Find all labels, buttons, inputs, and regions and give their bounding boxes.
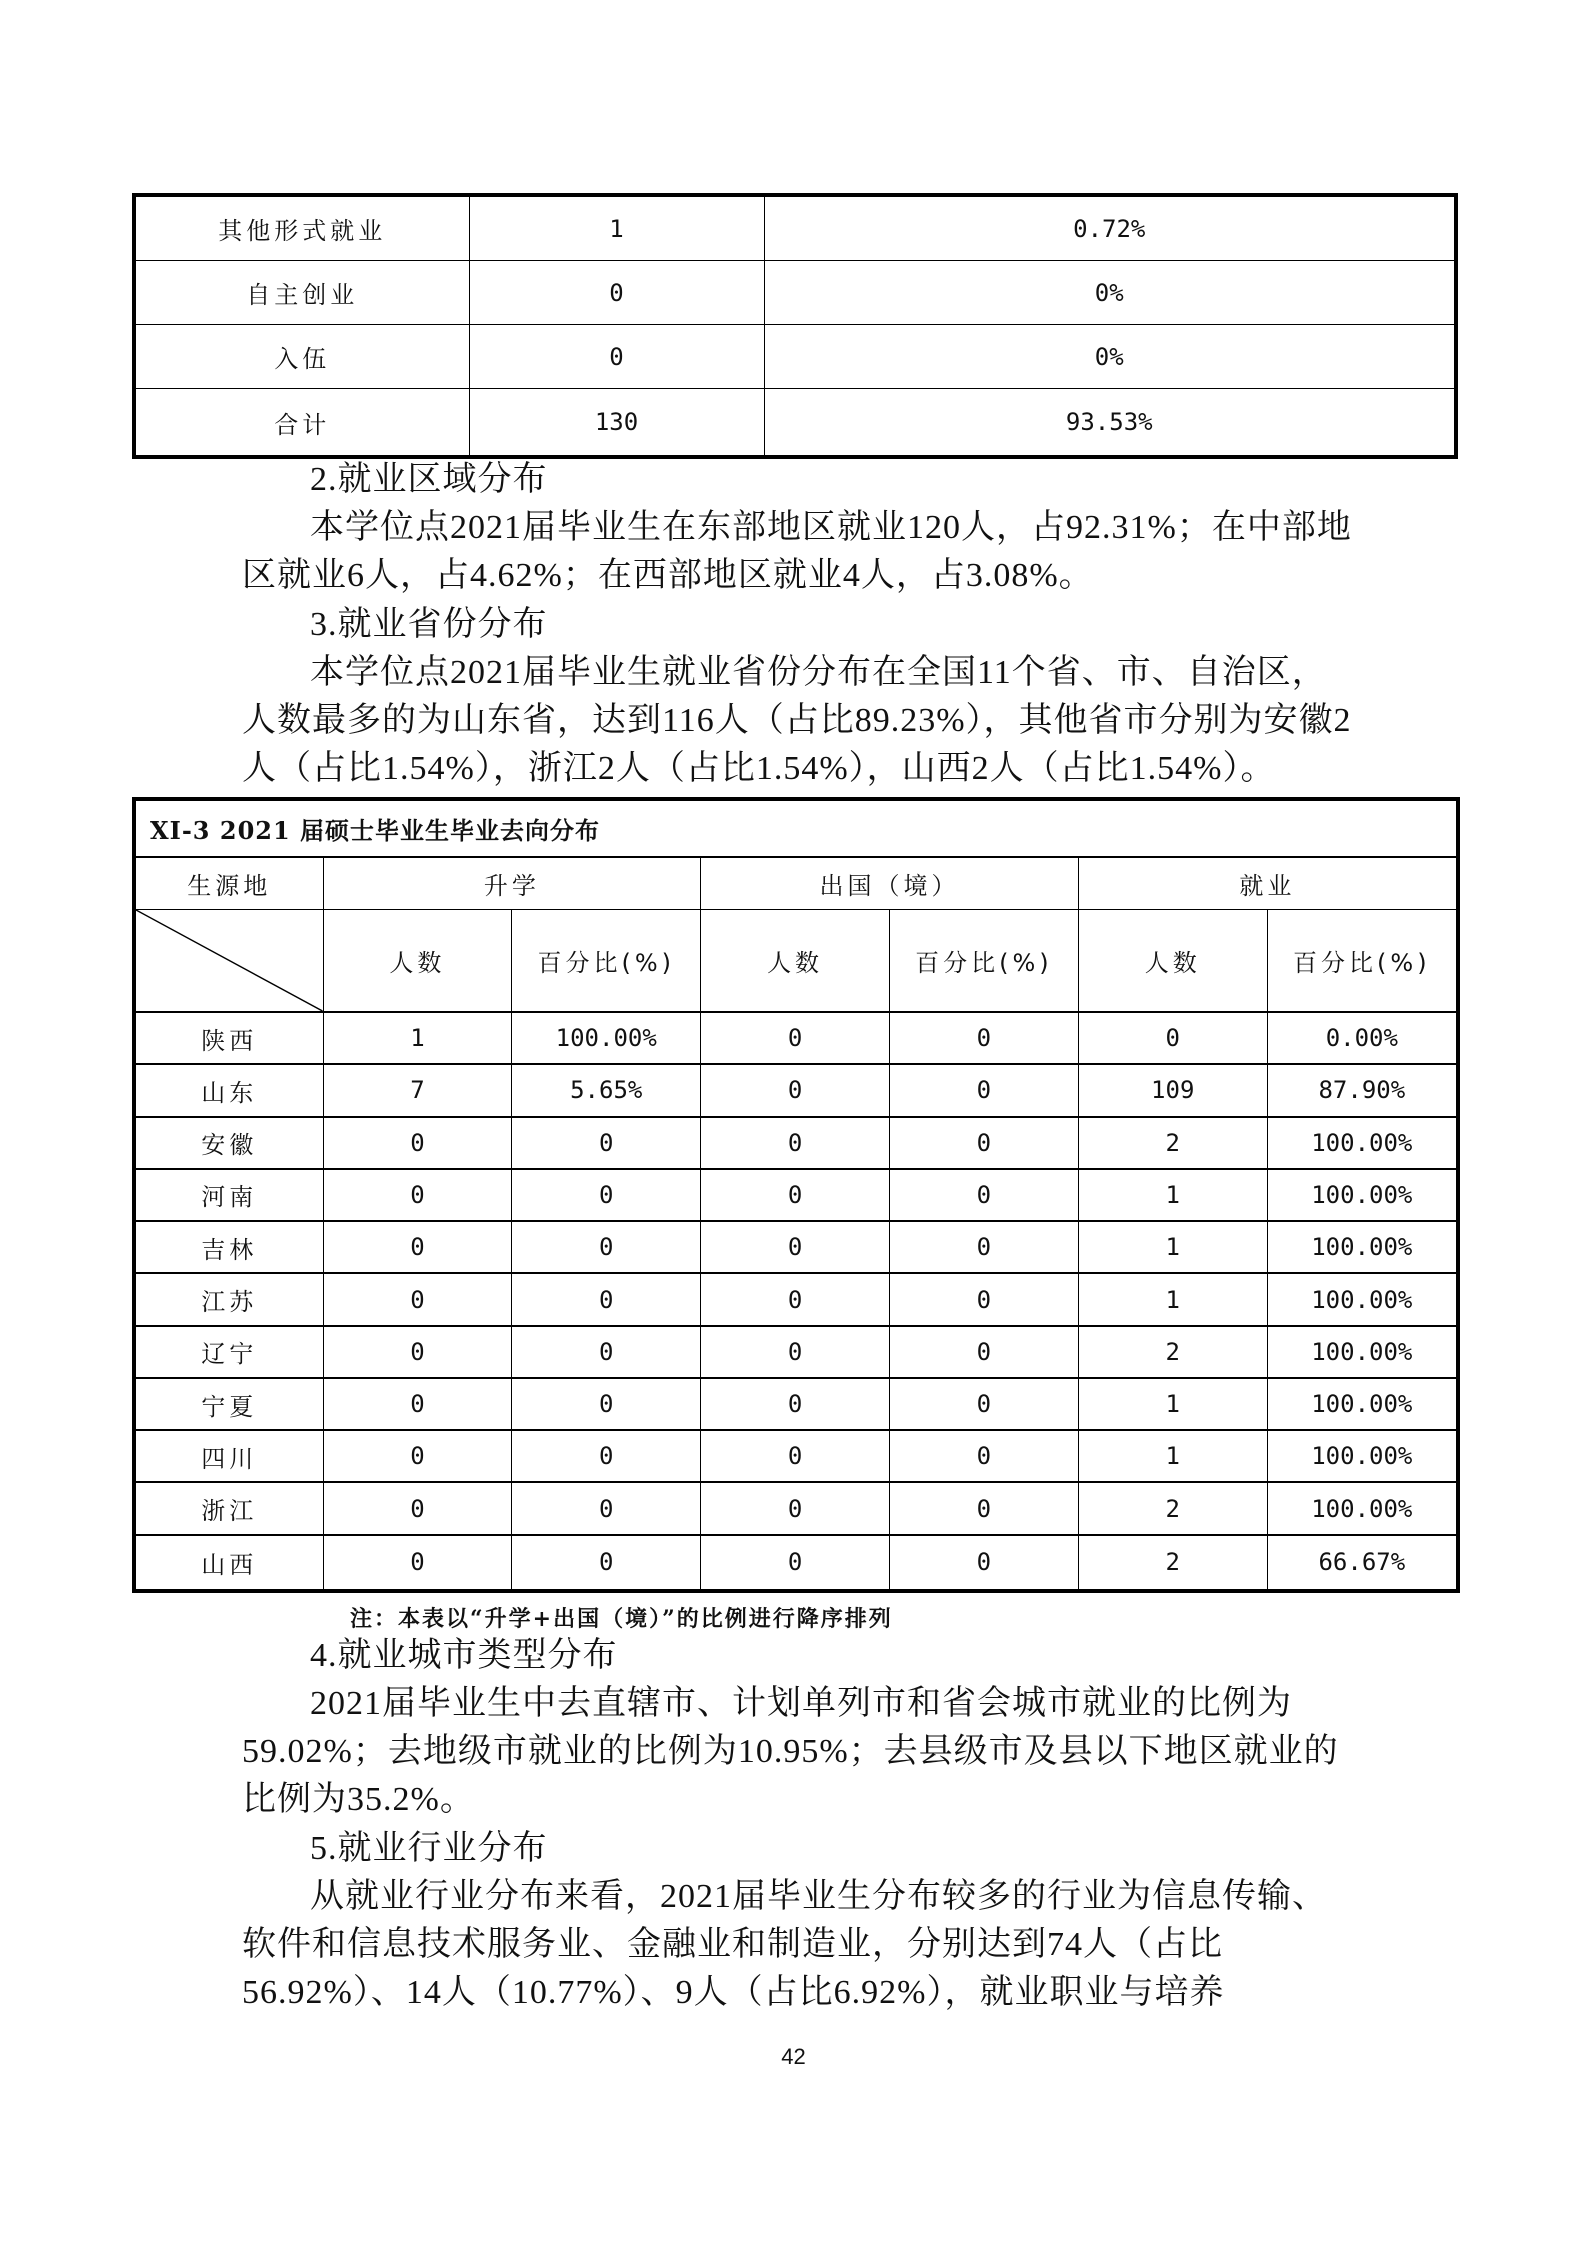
table-group-header-row bbox=[136, 857, 1456, 909]
table-row bbox=[136, 1326, 1456, 1378]
subheader-count: 人数 bbox=[1078, 910, 1267, 1013]
origin-cell: 安徽 bbox=[136, 1117, 323, 1169]
percent-cell: 0% bbox=[764, 325, 1454, 389]
percent-cell: 0 bbox=[889, 1535, 1078, 1589]
count-cell: 0 bbox=[701, 1012, 890, 1064]
origin-cell: 河南 bbox=[136, 1169, 323, 1221]
percent-cell: 87.90% bbox=[1267, 1064, 1456, 1116]
section-heading-province: 3.就业省份分布 bbox=[310, 606, 548, 643]
percent-cell: 0 bbox=[889, 1430, 1078, 1482]
table-note: 注：本表以“升学+出国（境）”的比例进行降序排列 bbox=[350, 1606, 893, 1632]
percent-cell: 0 bbox=[889, 1117, 1078, 1169]
employment-type-cell: 其他形式就业 bbox=[136, 197, 469, 261]
table-row bbox=[136, 1169, 1456, 1221]
section-heading-city-type: 4.就业城市类型分布 bbox=[310, 1637, 618, 1674]
table-row bbox=[136, 1273, 1456, 1325]
count-cell: 0 bbox=[701, 1326, 890, 1378]
table-row bbox=[136, 1012, 1456, 1064]
destination-table bbox=[132, 797, 1460, 1593]
count-cell: 0 bbox=[701, 1273, 890, 1325]
count-cell: 0 bbox=[701, 1378, 890, 1430]
table-caption: XI-3 2021 届硕士毕业生毕业去向分布 bbox=[136, 801, 1456, 857]
percent-cell: 100.00% bbox=[1267, 1169, 1456, 1221]
percent-cell: 0 bbox=[512, 1535, 701, 1589]
count-cell: 0 bbox=[323, 1535, 512, 1589]
count-cell: 0 bbox=[323, 1221, 512, 1273]
percent-cell: 0 bbox=[889, 1064, 1078, 1116]
percent-cell: 100.00% bbox=[1267, 1273, 1456, 1325]
count-cell: 1 bbox=[1078, 1169, 1267, 1221]
origin-cell: 江苏 bbox=[136, 1273, 323, 1325]
count-cell: 0 bbox=[701, 1535, 890, 1589]
subheader-count: 人数 bbox=[701, 910, 890, 1013]
diagonal-line-icon bbox=[136, 910, 323, 1011]
count-cell: 0 bbox=[469, 325, 764, 389]
section-heading-industry: 5.就业行业分布 bbox=[310, 1830, 548, 1867]
table-row bbox=[136, 1535, 1456, 1589]
percent-cell: 0 bbox=[512, 1482, 701, 1534]
count-cell: 1 bbox=[1078, 1430, 1267, 1482]
subheader-percent: 百分比(%) bbox=[1267, 910, 1456, 1013]
count-cell: 2 bbox=[1078, 1535, 1267, 1589]
percent-cell: 0 bbox=[512, 1169, 701, 1221]
origin-cell: 宁夏 bbox=[136, 1378, 323, 1430]
subheader-count: 人数 bbox=[323, 910, 512, 1013]
count-cell: 1 bbox=[1078, 1378, 1267, 1430]
table-row bbox=[136, 1117, 1456, 1169]
subheader-percent: 百分比(%) bbox=[889, 910, 1078, 1013]
paragraph-region: 本学位点2021届毕业生在东部地区就业120人，占92.31%；在中部地区就业6人，占4.62%；在西部地区就业4人，占3.08%。 bbox=[242, 509, 1352, 594]
table-row bbox=[136, 1378, 1456, 1430]
count-cell: 0 bbox=[323, 1326, 512, 1378]
percent-cell: 0 bbox=[889, 1012, 1078, 1064]
percent-cell: 100.00% bbox=[512, 1012, 701, 1064]
table-row bbox=[136, 1064, 1456, 1116]
count-cell: 0 bbox=[1078, 1012, 1267, 1064]
destination-table-body bbox=[136, 1012, 1456, 1589]
count-cell: 2 bbox=[1078, 1117, 1267, 1169]
origin-header: 生源地 bbox=[136, 857, 323, 909]
percent-cell: 0.00% bbox=[1267, 1012, 1456, 1064]
origin-cell: 山西 bbox=[136, 1535, 323, 1589]
origin-cell: 吉林 bbox=[136, 1221, 323, 1273]
percent-cell: 100.00% bbox=[1267, 1221, 1456, 1273]
table-row bbox=[136, 261, 1454, 325]
employment-type-cell: 合计 bbox=[136, 389, 469, 456]
percent-cell: 100.00% bbox=[1267, 1326, 1456, 1378]
diagonal-header-cell bbox=[136, 910, 323, 1013]
count-cell: 130 bbox=[469, 389, 764, 456]
percent-cell: 0 bbox=[889, 1221, 1078, 1273]
table-row bbox=[136, 1221, 1456, 1273]
percent-cell: 0 bbox=[512, 1273, 701, 1325]
table-caption-row bbox=[136, 801, 1456, 857]
percent-cell: 100.00% bbox=[1267, 1378, 1456, 1430]
subheader-percent: 百分比(%) bbox=[512, 910, 701, 1013]
employment-type-table bbox=[132, 193, 1458, 459]
percent-cell: 100.00% bbox=[1267, 1430, 1456, 1482]
percent-cell: 0% bbox=[764, 261, 1454, 325]
count-cell: 0 bbox=[701, 1169, 890, 1221]
paragraph-province: 本学位点2021届毕业生就业省份分布在全国11个省、市、自治区，人数最多的为山东省，达到116人（占比89.23%），其他省市分别为安徽2人（占比1.54%），浙江2人（占比1.54%），山西2人（占比1.54%）。 bbox=[242, 654, 1352, 787]
count-cell: 1 bbox=[1078, 1221, 1267, 1273]
count-cell: 0 bbox=[701, 1430, 890, 1482]
count-cell: 0 bbox=[323, 1273, 512, 1325]
origin-cell: 陕西 bbox=[136, 1012, 323, 1064]
percent-cell: 0 bbox=[512, 1326, 701, 1378]
count-cell: 1 bbox=[323, 1012, 512, 1064]
percent-cell: 66.67% bbox=[1267, 1535, 1456, 1589]
percent-cell: 0 bbox=[512, 1430, 701, 1482]
count-cell: 0 bbox=[323, 1430, 512, 1482]
percent-cell: 93.53% bbox=[764, 389, 1454, 456]
paragraph-city-type: 2021届毕业生中去直辖市、计划单列市和省会城市就业的比例为59.02%；去地级市就业的比例为10.95%；去县级市及县以下地区就业的比例为35.2%。 bbox=[242, 1685, 1339, 1818]
percent-cell: 100.00% bbox=[1267, 1482, 1456, 1534]
group-header-employment: 就业 bbox=[1078, 857, 1456, 909]
table-row bbox=[136, 1482, 1456, 1534]
count-cell: 109 bbox=[1078, 1064, 1267, 1116]
percent-cell: 5.65% bbox=[512, 1064, 701, 1116]
count-cell: 7 bbox=[323, 1064, 512, 1116]
employment-type-cell: 自主创业 bbox=[136, 261, 469, 325]
origin-cell: 辽宁 bbox=[136, 1326, 323, 1378]
percent-cell: 0 bbox=[889, 1273, 1078, 1325]
table-total-row bbox=[136, 389, 1454, 456]
count-cell: 0 bbox=[323, 1117, 512, 1169]
percent-cell: 0 bbox=[889, 1482, 1078, 1534]
origin-cell: 浙江 bbox=[136, 1482, 323, 1534]
percent-cell: 0 bbox=[889, 1326, 1078, 1378]
origin-cell: 山东 bbox=[136, 1064, 323, 1116]
count-cell: 0 bbox=[701, 1064, 890, 1116]
group-header-abroad: 出国（境） bbox=[701, 857, 1079, 909]
percent-cell: 0 bbox=[889, 1169, 1078, 1221]
count-cell: 0 bbox=[323, 1378, 512, 1430]
count-cell: 0 bbox=[701, 1221, 890, 1273]
count-cell: 0 bbox=[701, 1482, 890, 1534]
table-subheader-row bbox=[136, 910, 1456, 1013]
section-heading-region: 2.就业区域分布 bbox=[310, 461, 548, 498]
employment-type-cell: 入伍 bbox=[136, 325, 469, 389]
percent-cell: 0 bbox=[889, 1378, 1078, 1430]
count-cell: 1 bbox=[469, 197, 764, 261]
table-row bbox=[136, 197, 1454, 261]
paragraph-industry: 从就业行业分布来看，2021届毕业生分布较多的行业为信息传输、软件和信息技术服务业、金融业和制造业，分别达到74人（占比56.92%）、14人（10.77%）、9人（占比6.92%），就业职业与培养 bbox=[242, 1878, 1327, 2011]
page-number: 42 bbox=[781, 2044, 806, 2069]
percent-cell: 0.72% bbox=[764, 197, 1454, 261]
count-cell: 0 bbox=[469, 261, 764, 325]
count-cell: 0 bbox=[323, 1482, 512, 1534]
percent-cell: 0 bbox=[512, 1117, 701, 1169]
group-header-further-study: 升学 bbox=[323, 857, 701, 909]
percent-cell: 100.00% bbox=[1267, 1117, 1456, 1169]
count-cell: 1 bbox=[1078, 1273, 1267, 1325]
table-row bbox=[136, 1430, 1456, 1482]
count-cell: 0 bbox=[701, 1117, 890, 1169]
count-cell: 2 bbox=[1078, 1482, 1267, 1534]
origin-cell: 四川 bbox=[136, 1430, 323, 1482]
percent-cell: 0 bbox=[512, 1221, 701, 1273]
percent-cell: 0 bbox=[512, 1378, 701, 1430]
table-row bbox=[136, 325, 1454, 389]
count-cell: 0 bbox=[323, 1169, 512, 1221]
count-cell: 2 bbox=[1078, 1326, 1267, 1378]
